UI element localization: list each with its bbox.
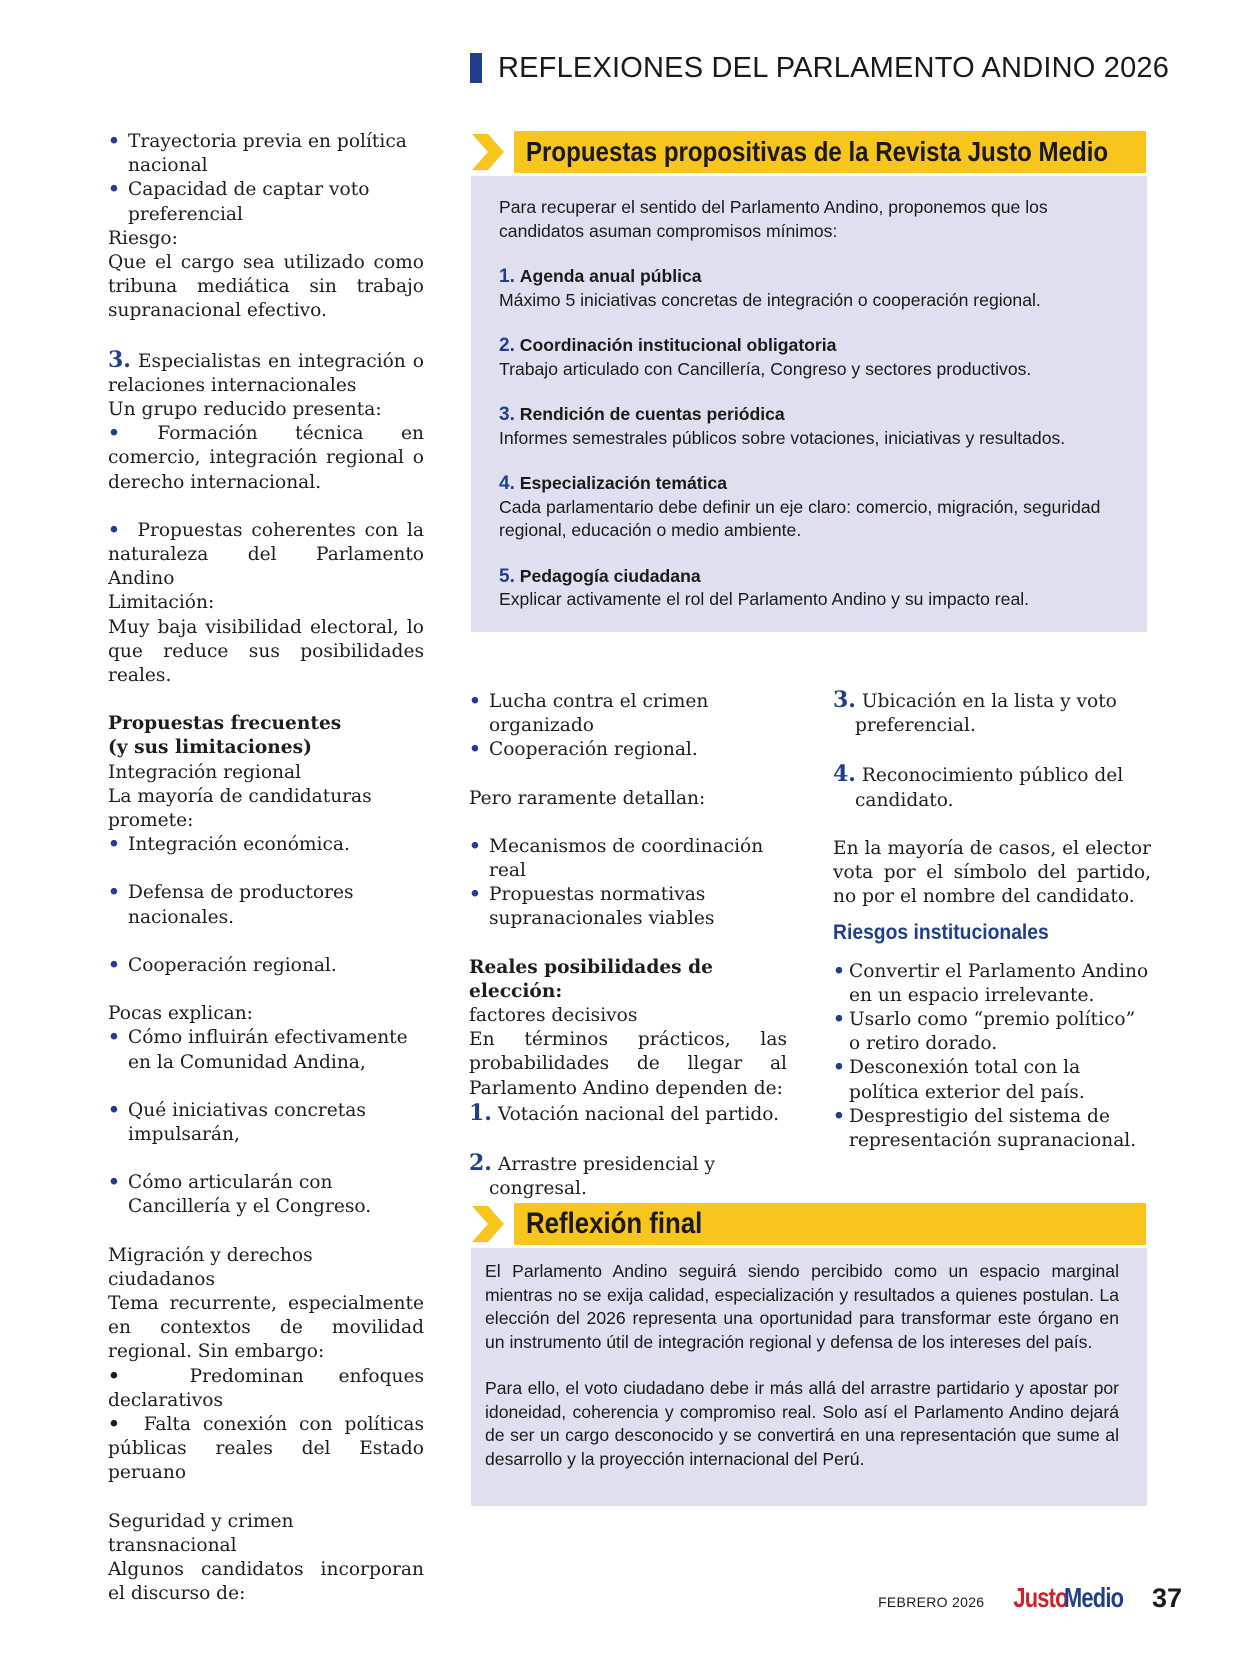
list-item: • Propuestas coherentes con la naturaleza del Parlamento Andino (108, 519, 424, 590)
page-header (470, 50, 1169, 86)
list-item: • Cómo influirán efectivamente en la Comunidad Andina, (108, 1026, 424, 1074)
proposal-item: 1. Agenda anual pública Máximo 5 iniciativas concretas de integración o cooperación regional. (499, 266, 1041, 310)
proposal-item: 3. Rendición de cuentas periódica Informes semestrales públicos sobre votaciones, iniciativas y resultados. (499, 404, 1066, 448)
list-item: • Lucha contra el crimen organizado (469, 690, 787, 738)
factor-item: 1. Votación nacional del partido. (469, 1099, 780, 1126)
factor-item: 3. Ubicación en la lista y voto preferencial. (833, 687, 1117, 737)
security-text: Algunos candidatos incorporan el discurso de: (108, 1558, 424, 1605)
list-item: • Convertir el Parlamento Andino en un espacio irrelevante. (833, 960, 1151, 1008)
list-item: • Formación técnica en comercio, integración regional o derecho internacional. (108, 423, 424, 493)
bullet-icon: • (108, 131, 120, 152)
proposals-panel (471, 176, 1147, 632)
list-item: • Desconexión total con la política exterior del país. (833, 1056, 1151, 1104)
integration-text: La mayoría de candidaturas promete: (108, 785, 372, 832)
list-item: • Usarlo como “premio político” o retiro dorado. (833, 1008, 1151, 1056)
page-number: 37 (1151, 1583, 1182, 1613)
proposals-banner-title: Propuestas propositivas de la Revista Justo Medio (526, 136, 1109, 167)
election-chances-heading: Reales posibilidades de elección: (469, 956, 713, 1002)
proposals-heading: Propuestas frecuentes (108, 713, 342, 735)
list-item: • Predominan enfoques declarativos (108, 1365, 424, 1411)
few-explain-label: Pocas explican: (108, 1003, 253, 1025)
final-reflection-paragraph-2: Para ello, el voto ciudadano debe ir más allá del arrastre partidario y apostar por idoneidad, coherencia y compromiso real. Solo así el Parlamento Andino dejará de ser un cargo desconocido y se convertirá en una representación que sume al desarrollo y la proyección internacional del Perú. (485, 1378, 1119, 1469)
proposals-subheading: (y sus limitaciones) (108, 737, 312, 759)
chevron-right-icon (470, 132, 506, 172)
issue-date: FEBRERO 2026 (878, 1594, 985, 1610)
list-item: • Defensa de productores nacionales. (108, 881, 424, 929)
bullet-icon: • (833, 1105, 845, 1127)
bullet-icon: • (833, 960, 845, 982)
factor-item: 2. Arrastre presidencial y congresal. (469, 1150, 715, 1200)
final-reflection-banner-bar (514, 1203, 1146, 1245)
bullet-icon: • (108, 1172, 120, 1194)
majority-text: En la mayoría de casos, el elector vota por el símbolo del partido, no por el nombre del candidato. (833, 837, 1151, 908)
bullet-icon: • (108, 834, 120, 856)
page-title: REFLEXIONES DEL PARLAMENTO ANDINO 2026 (498, 51, 1170, 84)
election-chances-text: En términos prácticos, las probabilidades de llegar al Parlamento Andino dependen de: (469, 1029, 787, 1099)
proposal-item: 4. Especialización temática Cada parlamentario debe definir un eje claro: comercio, migración, seguridad regional, educación o medio ambiente. (499, 473, 1101, 540)
bullet-icon: • (108, 1027, 120, 1049)
section-3-intro: Un grupo reducido presenta: (108, 399, 382, 421)
factor-item: 4. Reconocimiento público del candidato. (833, 761, 1124, 811)
bullet-icon: • (469, 884, 481, 906)
bullet-icon: • (108, 519, 120, 541)
list-item: • Qué iniciativas concretas impulsarán, (108, 1099, 424, 1147)
bullet-icon: • (108, 179, 120, 201)
bullet-icon: • (108, 423, 120, 445)
election-chances-subheading: factores decisivos (469, 1005, 638, 1027)
proposals-banner-bar (514, 131, 1146, 173)
list-item: • Falta conexión con políticas públicas reales del Estado peruano (108, 1413, 424, 1484)
list-item: • Desprestigio del sistema de representación supranacional. (833, 1105, 1151, 1153)
bullet-icon: • (108, 1413, 120, 1435)
limitation-label: Limitación: (108, 592, 215, 614)
list-item: • Trayectoria previa en política nacional (108, 130, 424, 178)
bullet-icon: • (469, 739, 481, 761)
risks-heading: Riesgos institucionales (833, 921, 1049, 945)
proposal-item: 5. Pedagogía ciudadana Explicar activamente el rol del Parlamento Andino y su impacto real. (499, 565, 1030, 609)
bullet-icon: • (469, 691, 481, 712)
proposal-item: 2. Coordinación institucional obligatoria Trabajo articulado con Cancillería, Congreso y sectores productivos. (499, 335, 1032, 379)
section-3-title: 3. Especialistas en integración o relaciones internacionales (108, 346, 424, 396)
header-accent-bar (470, 53, 482, 83)
list-item: • Integración económica. (108, 833, 424, 857)
risk-label: Riesgo: (108, 227, 178, 249)
rarely-detail-label: Pero raramente detallan: (469, 787, 706, 809)
bullet-icon: • (108, 882, 120, 904)
proposals-intro: Para recuperar el sentido del Parlamento Andino, proponemos que los candidatos asuman compromisos mínimos: (499, 197, 1048, 241)
bullet-icon: • (108, 1099, 120, 1121)
chevron-right-icon (470, 1204, 506, 1244)
migration-text: Tema recurrente, especialmente en contextos de movilidad regional. Sin embargo: (108, 1292, 424, 1363)
migration-label: Migración y derechos ciudadanos (108, 1244, 313, 1290)
column-right (833, 688, 1151, 1153)
column-middle (469, 690, 787, 1201)
list-item: • Mecanismos de coordinación real (469, 835, 787, 883)
bullet-icon: • (108, 954, 120, 976)
final-reflection-banner (470, 1202, 1146, 1246)
brand-logo: Justo Medio (1013, 1582, 1124, 1613)
list-item: • Capacidad de captar voto preferencial (108, 178, 424, 226)
final-reflection-panel (471, 1248, 1147, 1506)
list-item: • Cómo articularán con Cancillería y el Congreso. (108, 1171, 424, 1219)
bullet-icon: • (469, 835, 481, 857)
final-reflection-title: Reflexión final (526, 1207, 703, 1240)
risk-text: Que el cargo sea utilizado como tribuna mediática sin trabajo supranacional efectivo. (108, 252, 424, 322)
bullet-icon: • (833, 1057, 845, 1079)
page-footer (878, 1582, 1182, 1614)
list-item: • Propuestas normativas supranacionales viables (469, 883, 787, 931)
bullet-icon: • (108, 1365, 120, 1387)
list-item: • Cooperación regional. (108, 954, 424, 978)
column-left (108, 130, 424, 1606)
final-reflection-paragraph-1: El Parlamento Andino seguirá siendo percibido como un espacio marginal mientras no se exija calidad, especialización y resultados a quienes postulan. La elección del 2026 representa una oportunidad para transformar este órgano en un instrumento útil de integración regional y defensa de los intereses del país. (485, 1261, 1119, 1352)
proposals-banner (470, 130, 1146, 174)
security-label: Seguridad y crimen transnacional (108, 1510, 294, 1556)
bullet-icon: • (833, 1009, 845, 1031)
limitation-text: Muy baja visibilidad electoral, lo que reduce sus posibilidades reales. (108, 616, 424, 687)
list-item: • Cooperación regional. (469, 738, 787, 762)
integration-label: Integración regional (108, 761, 302, 783)
